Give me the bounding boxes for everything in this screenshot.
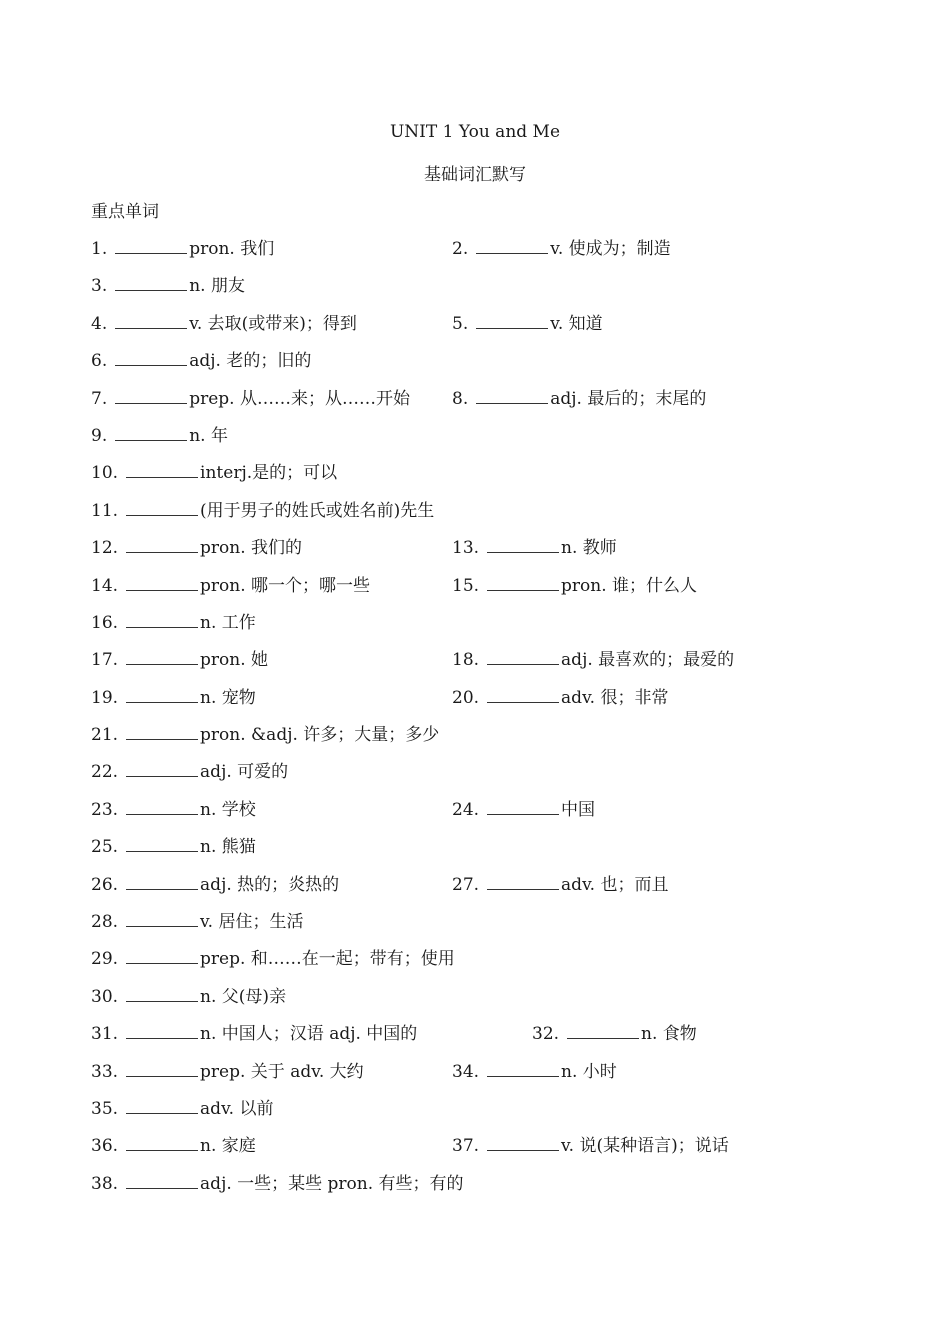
item-number: 6.	[91, 351, 108, 372]
item-definition: n. 小时	[561, 1061, 617, 1082]
vocab-row	[91, 309, 911, 346]
section-heading: 重点单词	[91, 202, 159, 222]
answer-blank[interactable]	[126, 947, 198, 964]
vocab-item	[452, 309, 603, 334]
item-number: 13.	[452, 538, 480, 559]
vocab-row	[91, 533, 911, 570]
item-definition: interj.是的；可以	[200, 463, 338, 484]
vocab-row	[91, 870, 911, 907]
item-definition: 中国	[561, 799, 596, 820]
item-definition: n. 学校	[200, 799, 256, 820]
vocab-item	[91, 683, 256, 708]
item-number: 4.	[91, 313, 108, 334]
item-number: 9.	[91, 425, 108, 446]
item-definition: v. 去取(或带来)；得到	[189, 313, 357, 334]
vocab-item	[452, 795, 595, 820]
item-number: 32.	[532, 1024, 560, 1045]
vocab-row	[91, 1169, 911, 1206]
item-definition: n. 父(母)亲	[200, 986, 287, 1007]
vocab-row	[91, 458, 911, 495]
worksheet-subtitle: 基础词汇默写	[424, 165, 526, 185]
vocab-item	[452, 683, 668, 708]
vocab-row	[91, 907, 911, 944]
answer-blank[interactable]	[476, 312, 548, 329]
item-number: 1.	[91, 239, 108, 259]
vocab-item	[452, 384, 706, 409]
vocab-item	[452, 533, 617, 558]
item-definition: adv. 很；非常	[561, 687, 669, 708]
vocab-row	[91, 645, 911, 682]
vocab-row	[91, 757, 911, 794]
item-number: 35.	[91, 1098, 119, 1119]
item-definition: n. 家庭	[200, 1136, 256, 1157]
answer-blank[interactable]	[126, 611, 198, 628]
item-definition: pron. 哪一个；哪一些	[200, 575, 371, 596]
vocab-item	[91, 346, 311, 371]
item-definition: n. 年	[189, 425, 228, 446]
vocab-item	[91, 533, 302, 558]
vocab-item	[91, 458, 337, 483]
vocab-row	[91, 1131, 911, 1168]
vocab-row	[91, 421, 911, 458]
vocab-item	[91, 944, 455, 969]
answer-blank[interactable]	[126, 723, 198, 740]
vocab-row	[91, 720, 911, 757]
vocab-row	[91, 982, 911, 1019]
item-number: 10.	[91, 463, 119, 484]
item-number: 22.	[91, 762, 119, 783]
vocab-item	[452, 571, 697, 596]
answer-blank[interactable]	[487, 1060, 559, 1077]
vocab-row	[91, 795, 911, 832]
item-number: 27.	[452, 874, 480, 895]
vocab-row	[91, 271, 911, 308]
answer-blank[interactable]	[487, 873, 559, 890]
answer-blank[interactable]	[115, 387, 187, 404]
item-number: 30.	[91, 986, 119, 1007]
item-definition: n. 朋友	[189, 276, 245, 297]
item-number: 14.	[91, 575, 119, 596]
answer-blank[interactable]	[126, 536, 198, 553]
vocab-item	[91, 645, 268, 670]
answer-blank[interactable]	[126, 760, 198, 777]
item-definition: pron. &adj. 许多；大量；多少	[200, 725, 440, 746]
item-definition: prep. 关于 adv. 大约	[200, 1061, 364, 1082]
item-definition: n. 食物	[641, 1024, 697, 1045]
answer-blank[interactable]	[487, 1134, 559, 1151]
vocab-item	[91, 384, 410, 409]
item-definition: adv. 也；而且	[561, 874, 669, 895]
vocab-row	[91, 1019, 911, 1056]
item-definition: n. 中国人；汉语 adj. 中国的	[200, 1024, 418, 1045]
answer-blank[interactable]	[126, 648, 198, 665]
answer-blank[interactable]	[126, 873, 198, 890]
item-definition: v. 使成为；制造	[550, 239, 671, 259]
item-number: 16.	[91, 612, 119, 633]
vocab-item	[91, 1094, 273, 1119]
vocab-item	[91, 982, 286, 1007]
vocab-item	[91, 720, 439, 745]
answer-blank[interactable]	[487, 536, 559, 553]
vocab-row	[91, 608, 911, 645]
item-number: 18.	[452, 650, 480, 671]
vocab-item	[91, 907, 303, 932]
vocab-item	[91, 234, 274, 259]
item-number: 25.	[91, 837, 119, 858]
vocab-row	[91, 346, 911, 383]
answer-blank[interactable]	[126, 686, 198, 703]
vocab-item	[452, 234, 671, 259]
vocab-row	[91, 944, 911, 981]
item-definition: pron. 谁；什么人	[561, 575, 698, 596]
vocab-row	[91, 832, 911, 869]
item-number: 33.	[91, 1061, 119, 1082]
vocab-item	[91, 496, 434, 521]
item-number: 2.	[452, 239, 469, 259]
answer-blank[interactable]	[487, 648, 559, 665]
vocab-row	[91, 1094, 911, 1131]
vocab-item	[91, 271, 245, 296]
item-number: 21.	[91, 725, 119, 746]
vocab-item	[91, 832, 256, 857]
answer-blank[interactable]	[567, 1022, 639, 1039]
answer-blank[interactable]	[115, 424, 187, 441]
item-number: 37.	[452, 1136, 480, 1157]
item-number: 31.	[91, 1024, 119, 1045]
vocab-item	[532, 1019, 697, 1044]
answer-blank[interactable]	[126, 985, 198, 1002]
item-definition: adj. 最喜欢的；最爱的	[561, 650, 735, 671]
vocab-item	[91, 870, 339, 895]
answer-blank[interactable]	[487, 798, 559, 815]
answer-blank[interactable]	[126, 574, 198, 591]
item-definition: pron. 我们	[189, 239, 275, 259]
unit-title: UNIT 1 You and Me	[389, 122, 561, 142]
answer-blank[interactable]	[126, 1022, 198, 1039]
vocab-item	[91, 309, 357, 334]
vocab-row	[91, 571, 911, 608]
vocab-item	[91, 421, 228, 446]
item-number: 36.	[91, 1136, 119, 1157]
item-definition: v. 知道	[550, 313, 603, 334]
vocab-item	[91, 608, 256, 633]
vocab-row	[91, 683, 911, 720]
item-definition: pron. 我们的	[200, 538, 303, 559]
vocab-item	[91, 1057, 364, 1082]
item-definition: v. 说(某种语言)；说话	[561, 1136, 729, 1157]
item-definition: prep. 从……来；从……开始	[189, 388, 410, 409]
item-number: 26.	[91, 874, 119, 895]
item-definition: adj. 热的；炎热的	[200, 874, 340, 895]
answer-blank[interactable]	[476, 387, 548, 404]
vocab-row	[91, 384, 911, 421]
vocab-item	[91, 571, 370, 596]
item-definition: n. 教师	[561, 538, 617, 559]
answer-blank[interactable]	[487, 686, 559, 703]
item-definition: adv. 以前	[200, 1098, 274, 1119]
item-definition: adj. 可爱的	[200, 762, 289, 783]
item-definition: n. 工作	[200, 612, 256, 633]
item-definition: v. 居住；生活	[200, 912, 304, 933]
answer-blank[interactable]	[115, 312, 187, 329]
vocab-item	[91, 757, 288, 782]
vocab-item	[91, 1019, 417, 1044]
answer-blank[interactable]	[126, 1097, 198, 1114]
item-definition: adj. 一些；某些 pron. 有些；有的	[200, 1173, 464, 1194]
item-number: 12.	[91, 538, 119, 559]
answer-blank[interactable]	[115, 349, 187, 366]
vocab-item	[452, 645, 734, 670]
answer-blank[interactable]	[126, 1172, 198, 1189]
item-number: 8.	[452, 388, 469, 409]
answer-blank[interactable]	[115, 237, 187, 254]
answer-blank[interactable]	[487, 574, 559, 591]
item-number: 3.	[91, 276, 108, 297]
item-number: 7.	[91, 388, 108, 409]
answer-blank[interactable]	[126, 461, 198, 478]
answer-blank[interactable]	[126, 910, 198, 927]
item-number: 20.	[452, 687, 480, 708]
vocab-item	[91, 1131, 256, 1156]
item-number: 15.	[452, 575, 480, 596]
item-number: 38.	[91, 1173, 119, 1194]
item-number: 5.	[452, 313, 469, 334]
vocab-row	[91, 496, 911, 533]
answer-blank[interactable]	[126, 798, 198, 815]
vocabulary-list	[91, 234, 911, 1206]
item-number: 17.	[91, 650, 119, 671]
item-number: 29.	[91, 949, 119, 970]
vocab-item	[91, 1169, 464, 1194]
vocab-row	[91, 234, 911, 271]
item-definition: (用于男子的姓氏或姓名前)先生	[200, 500, 435, 521]
item-definition: adj. 最后的；末尾的	[550, 388, 707, 409]
item-number: 19.	[91, 687, 119, 708]
item-number: 24.	[452, 799, 480, 820]
answer-blank[interactable]	[126, 835, 198, 852]
item-number: 34.	[452, 1061, 480, 1082]
item-definition: n. 熊猫	[200, 837, 256, 858]
vocab-item	[91, 795, 256, 820]
item-definition: prep. 和……在一起；带有；使用	[200, 949, 455, 970]
answer-blank[interactable]	[126, 1060, 198, 1077]
item-definition: pron. 她	[200, 650, 269, 671]
item-number: 11.	[91, 500, 119, 521]
vocab-row	[91, 1057, 911, 1094]
answer-blank[interactable]	[476, 237, 548, 254]
item-number: 23.	[91, 799, 119, 820]
answer-blank[interactable]	[115, 274, 187, 291]
vocab-item	[452, 1131, 729, 1156]
vocab-item	[452, 1057, 617, 1082]
answer-blank[interactable]	[126, 499, 198, 516]
item-number: 28.	[91, 912, 119, 933]
answer-blank[interactable]	[126, 1134, 198, 1151]
item-definition: n. 宠物	[200, 687, 256, 708]
item-definition: adj. 老的；旧的	[189, 351, 312, 372]
vocab-item	[452, 870, 668, 895]
